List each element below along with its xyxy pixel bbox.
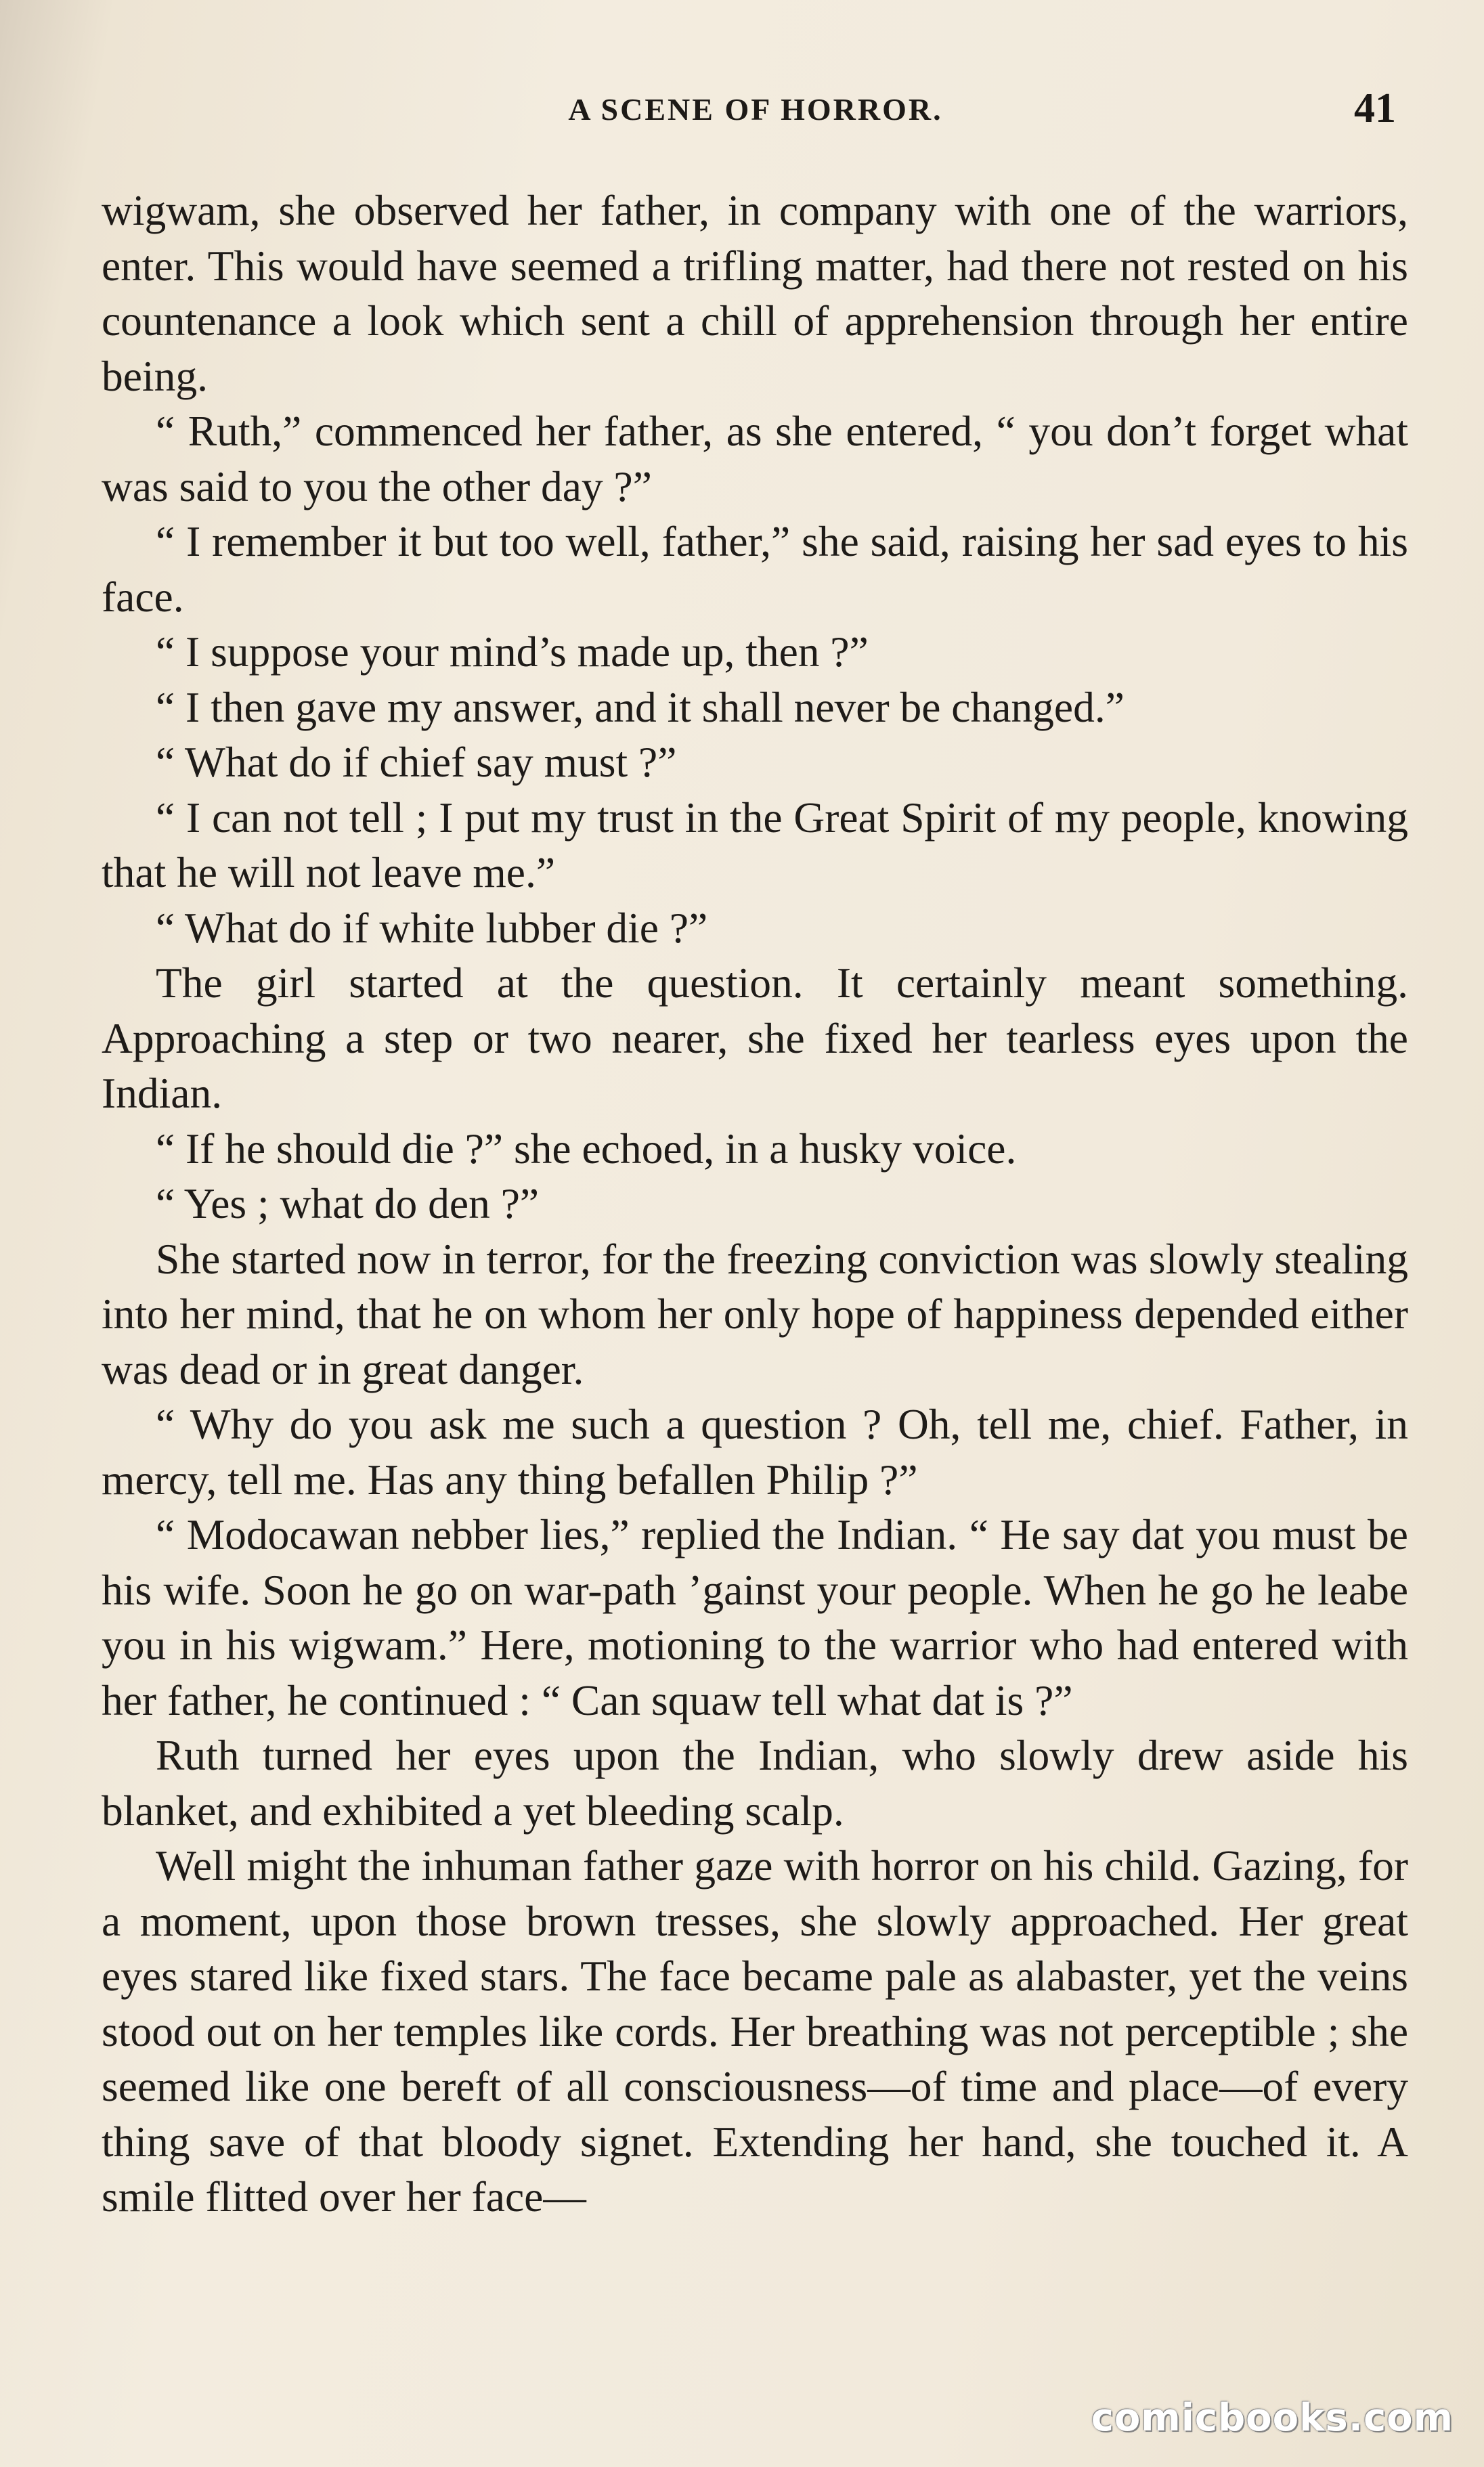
paragraph: Ruth turned her eyes upon the Indian, who slowly drew aside his blanket, and exhibited a yet bleeding scalp. [102, 1731, 1408, 1835]
page-number: 41 [1354, 85, 1396, 131]
paragraph: “ If he should die ?” she echoed, in a husky voice. [156, 1124, 1017, 1173]
body-text [102, 183, 1408, 2225]
paragraph: The girl started at the question. It certainly meant something. Approaching a step or two nearer, she fixed her tearless eyes upon the Indian. [102, 959, 1408, 1117]
paragraph: “ What do if chief say must ?” [156, 738, 677, 786]
paragraph: She started now in terror, for the freezing conviction was slowly stealing into her mind, that he on whom her only hope of happiness depended either was dead or in great danger. [102, 1234, 1408, 1393]
paragraph: “ Modocawan nebber lies,” replied the Indian. “ He say dat you must be his wife. Soon he go on war-path ’gainst your people. When he go he leabe you in his wigwam.” Here, motioning to the warrior who had entered with her father, he continued : “ Can squaw tell what dat is ?” [102, 1510, 1408, 1724]
paragraph: “ I remember it but too well, father,” she said, raising her sad eyes to his face. [102, 517, 1408, 621]
paragraph: “ Why do you ask me such a question ? Oh, tell me, chief. Father, in mercy, tell me. Has any thing befallen Philip ?” [102, 1400, 1408, 1504]
page-header [102, 85, 1410, 139]
running-head: A SCENE OF HORROR. [568, 92, 943, 127]
paragraph: “ What do if white lubber die ?” [156, 903, 708, 952]
paragraph: “ Ruth,” commenced her father, as she entered, “ you don’t forget what was said to you the other day ?” [102, 407, 1408, 510]
paragraph: “ Yes ; what do den ?” [156, 1179, 540, 1227]
paragraph: “ I then gave my answer, and it shall never be changed.” [156, 682, 1125, 731]
paragraph: wigwam, she observed her father, in company with one of the warriors, enter. This would have seemed a trifling matter, had there not rested on his countenance a look which sent a chill of apprehension through her entire being. [102, 186, 1408, 400]
paragraph: “ I can not tell ; I put my trust in the Great Spirit of my people, knowing that he will not leave me.” [102, 793, 1408, 896]
watermark: comicbooks.com [1091, 2396, 1454, 2440]
paragraph: “ I suppose your mind’s made up, then ?” [156, 628, 869, 676]
paragraph: Well might the inhuman father gaze with horror on his child. Gazing, for a moment, upon those brown tresses, she slowly approached. Her great eyes stared like fixed stars. The face became pale as alabaster, yet the veins stood out on her temples like cords. Her breathing was not perceptible ; she seemed like one bereft of all consciousness—of time and place—of every thing save of that bloody signet. Extending her hand, she touched it. A smile flitted over her face— [102, 1841, 1408, 2221]
